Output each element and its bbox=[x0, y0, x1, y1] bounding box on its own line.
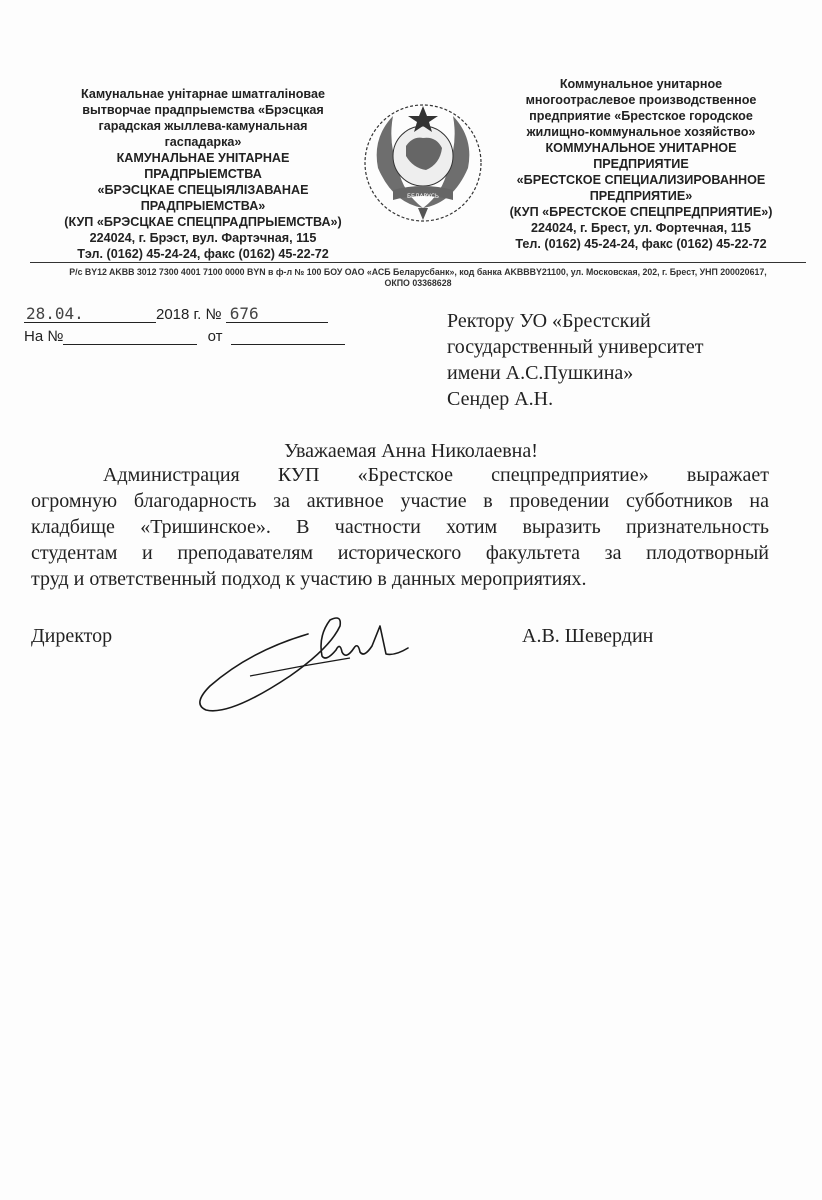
body-line: труд и ответственный подход к участию в данных мероприятиях. bbox=[31, 568, 587, 590]
from-label: от bbox=[207, 328, 223, 345]
letterhead-line: Тэл. (0162) 45-24-24, факс (0162) 45-22-72 bbox=[77, 247, 329, 261]
reference-line bbox=[24, 328, 345, 345]
letterhead-line: Коммунальное унитарное bbox=[559, 77, 723, 91]
letterhead-line: 224024, г. Брест, ул. Фортечная, 115 bbox=[530, 221, 752, 235]
letterhead-line: (КУП «БРЕСТСКОЕ СПЕЦПРЕДПРИЯТИЕ») bbox=[509, 205, 773, 219]
ref-label: На № bbox=[24, 328, 64, 345]
letterhead-line: Камунальнае унітарнае шматгаліновае bbox=[80, 87, 325, 101]
letterhead-line: вытворчае прадпрыемства «Брэсцкая bbox=[82, 103, 324, 117]
year-label: 2018 г. № bbox=[156, 306, 222, 323]
letter-body bbox=[31, 462, 769, 592]
letterhead-right bbox=[480, 76, 802, 252]
recipient-block bbox=[447, 308, 704, 412]
letterhead-line: Тел. (0162) 45-24-24, факс (0162) 45-22-72 bbox=[515, 237, 767, 251]
letterhead-line: (КУП «БРЭСЦКАЕ СПЕЦПРАДПРЫЕМСТВА») bbox=[64, 215, 342, 229]
letterhead-line: ПРЕДПРИЯТИЕ bbox=[593, 157, 689, 171]
bank-details bbox=[30, 262, 806, 289]
body-line: Администрация КУП «Брестское спецпредприятие» выражает bbox=[103, 464, 769, 486]
state-emblem-icon bbox=[358, 98, 488, 228]
body-line: кладбище «Тришинское». В частности хотим выразить признательность bbox=[31, 516, 769, 538]
recipient-line: государственный университет bbox=[447, 336, 704, 358]
bank-line: ОКПО 03368628 bbox=[384, 278, 452, 288]
letterhead-line: гарадская жыллева-камунальная bbox=[98, 119, 308, 133]
handwritten-signature-icon bbox=[190, 606, 420, 716]
letterhead-line: ПРЕДПРИЯТИЕ» bbox=[589, 189, 693, 203]
letterhead-line: КОММУНАЛЬНОЕ УНИТАРНОЕ bbox=[545, 141, 737, 155]
letterhead-line: КАМУНАЛЬНАЕ УНІТАРНАЕ bbox=[116, 151, 290, 165]
from-field bbox=[231, 329, 345, 345]
letterhead-line: предприятие «Брестское городское bbox=[529, 109, 753, 123]
letterhead-left bbox=[28, 86, 378, 262]
date-value: 28.04. bbox=[26, 304, 84, 323]
date-field bbox=[24, 304, 156, 323]
ref-field bbox=[63, 329, 197, 345]
signatory-name: А.В. Шевердин bbox=[522, 625, 654, 647]
body-line: огромную благодарность за активное участие в проведении субботников на bbox=[31, 490, 769, 512]
letterhead-line: ПРАДПРЫЕМСТВА» bbox=[140, 199, 266, 213]
number-value: 676 bbox=[229, 304, 259, 323]
recipient-line: Сендер А.Н. bbox=[447, 388, 554, 410]
letterhead-line: «БРЕСТСКОЕ СПЕЦИАЛИЗИРОВАННОЕ bbox=[516, 173, 766, 187]
signatory-role: Директор bbox=[31, 625, 113, 647]
letterhead-line: многоотраслевое производственное bbox=[525, 93, 757, 107]
svg-text:БЕЛАРУСЬ: БЕЛАРУСЬ bbox=[406, 193, 440, 200]
letterhead-line: гаспадарка» bbox=[164, 135, 242, 149]
letterhead-line: 224024, г. Брэст, вул. Фартэчная, 115 bbox=[89, 231, 317, 245]
greeting: Уважаемая Анна Николаевна! bbox=[284, 440, 538, 462]
registration-line bbox=[24, 306, 328, 323]
recipient-line: Ректору УО «Брестский bbox=[447, 310, 651, 332]
body-line: студентам и преподавателям исторического факультета за плодотворный bbox=[31, 542, 769, 564]
bank-line: Р/с BY12 AKBB 3012 7300 4001 7100 0000 BYN в ф-л № 100 БОУ ОАО «АСБ Беларусбанк», код банка AKBBBY21100, ул. Московская, 202, г. Брест, УНП 200020617, bbox=[69, 267, 767, 277]
number-field bbox=[226, 304, 328, 323]
letterhead-line: ПРАДПРЫЕМСТВА bbox=[144, 167, 262, 181]
letterhead-line: «БРЭСЦКАЕ СПЕЦЫЯЛІЗАВАНАЕ bbox=[97, 183, 309, 197]
letterhead-line: жилищно-коммунальное хозяйство» bbox=[526, 125, 756, 139]
recipient-line: имени А.С.Пушкина» bbox=[447, 362, 634, 384]
